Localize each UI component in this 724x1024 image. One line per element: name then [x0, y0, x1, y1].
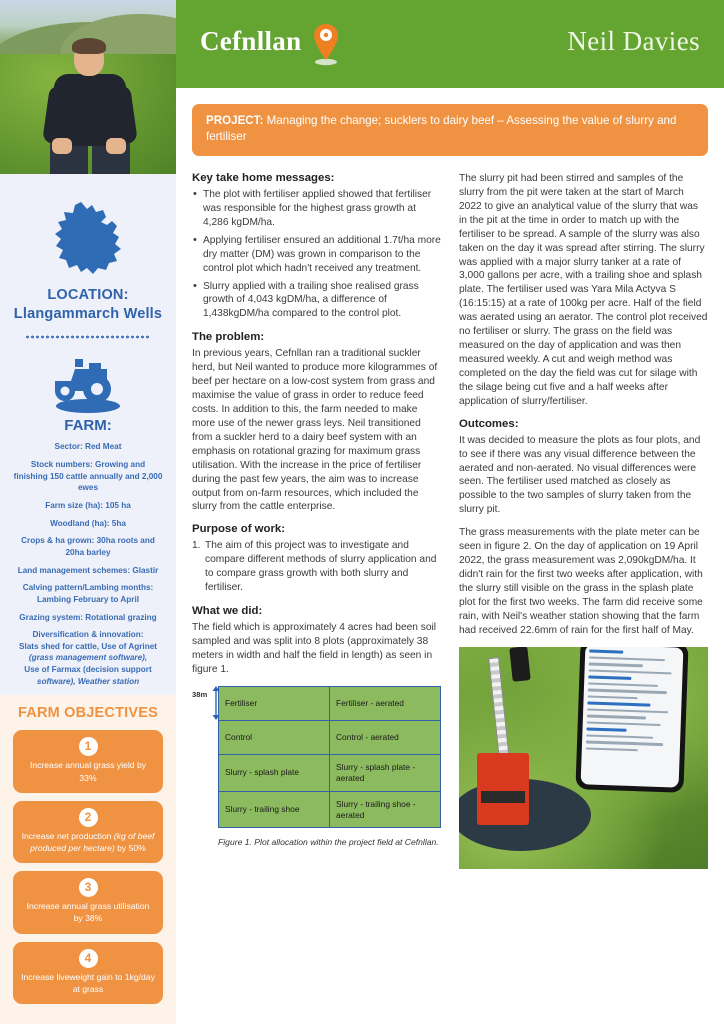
plot-cell: Control — [219, 720, 330, 754]
figure1-dimension-label: 38m — [192, 689, 208, 699]
purpose-text: The aim of this project was to investigate and compare different methods of slurry application and to compare grass growth with both slurry and fertiliser. — [205, 540, 437, 594]
objective-card — [13, 871, 163, 933]
farm-line: Grazing system: Rotational grazing — [19, 612, 157, 622]
purpose-item — [192, 539, 441, 595]
plot-cell: Slurry - splash plate — [219, 754, 330, 791]
objective-number: 4 — [79, 949, 98, 968]
sidebar — [0, 0, 176, 1024]
photo-meter-handle — [509, 647, 530, 682]
outcomes-paragraph-2: The grass measurements with the plate meter can be seen in figure 2. On the day of application on 19 April 2022, the grass measurement was 2,090kgDM/ha. It didn't rain for the first two weeks after application, with the slurry still visible on the grass in the splash plate plot for the first two weeks. The farm did receive some rain, with Neil's weather station showing that the farm had received 22.6mm of rain for the first half of May. — [459, 527, 703, 636]
diversification-line: Slats shed for cattle, Use of Agrinet — [18, 641, 157, 651]
objective-number: 2 — [79, 808, 98, 827]
farm-line: Calving pattern/Lambing months: Lambing February to April — [22, 583, 154, 604]
problem-heading: The problem: — [192, 331, 265, 344]
outcomes-heading: Outcomes: — [459, 417, 519, 430]
objective-number: 1 — [79, 737, 98, 756]
farm-line: Crops & ha grown: 30ha roots and 20ha barley — [21, 536, 155, 557]
plot-cell: Slurry - trailing shoe - aerated — [330, 791, 441, 828]
farm-heading: FARM: — [64, 417, 112, 435]
farmer-photo — [0, 0, 176, 174]
table-row — [219, 754, 441, 791]
wales-map-icon — [51, 200, 125, 278]
purpose-number: 1. — [192, 540, 201, 552]
figure1-caption: Figure 1. Plot allocation within the project field at Cefnllan. — [218, 837, 439, 848]
plate-meter-photo — [459, 647, 708, 869]
outcomes-paragraph-1: It was decided to measure the plots as four plots, and to see if there was any visual difference between the aerated and non-aerated. No visual differences were seen. The fertiliser used matched as closely as possible to the two samples of slurry taken from the slurry pit. — [459, 434, 701, 516]
what-we-did-text: The field which is approximately 4 acres had been soil sampled and was split into 8 plots (approximately 38 meters in width and half the field in length) as seen in figure 1. — [192, 622, 437, 675]
diversification-line: (grass management software), — [28, 653, 148, 663]
location-heading: LOCATION: — [47, 287, 129, 304]
plot-cell: Fertiliser - aerated — [330, 686, 441, 720]
main-content — [192, 172, 708, 869]
objective-text: Increase liveweight gain to 1kg/day at grass — [21, 971, 155, 994]
tractor-icon — [45, 353, 131, 413]
project-label: PROJECT: — [206, 114, 264, 127]
objective-card — [13, 730, 163, 792]
slurry-method-text: The slurry pit had been stirred and samples of the slurry from the pit were taken at the start of March 2022 to give an analytical value of the slurry that was in the pit at the time in order to match up with the fertiliser to be spread. A sample of the slurry was also taken on the day it was spread after stirring. The slurry was applied with a major slurry tanker at a rate of 3,000 gallons per acre, with a trailing shoe and splash plate. The fertiliser used was Yara Mila Actyva S (16:15:15) at a rate of 100kg per acre. Half of the field was aerated using an aerator. The control plot received no fertiliser or slurry. The grass on the field was measured on the day of application and was then measured weekly. A cut and weigh method was completed on the day the field was cut for silage with the silage being cut five and a half weeks after application of slurry/fertiliser. — [459, 173, 708, 407]
key-message-item: • Applying fertiliser ensured an additional 1.7t/ha more dry matter (DM) was grown in comparison to the control plot which hadn't received any treatment. — [192, 234, 441, 276]
objective-text: Increase annual grass utilisation by 38% — [26, 901, 150, 924]
farmer-figure — [44, 34, 136, 174]
farmer-name: Neil Davies — [567, 26, 700, 56]
plot-cell: Slurry - trailing shoe — [219, 791, 330, 828]
table-row — [219, 720, 441, 754]
table-row — [219, 686, 441, 720]
farm-block — [0, 349, 176, 687]
farm-objectives-panel — [0, 695, 176, 1024]
brand-title: Cefnllan — [200, 26, 302, 56]
key-message-item: • Slurry applied with a trailing shoe realised grass growth of 4,043 kgDM/ha, a difference of 1,438kgDM/ha compared to the control plot. — [192, 280, 441, 322]
content-column-left — [192, 172, 441, 869]
farm-line: Land management schemes: Glastir — [17, 565, 159, 575]
photo-meter-display — [481, 791, 525, 803]
farm-line: Sector: Red Meat — [54, 442, 122, 452]
figure1-wrapper — [192, 686, 441, 849]
purpose-list — [192, 539, 441, 595]
project-text: Managing the change; sucklers to dairy beef – Assessing the value of slurry and fertiliser — [206, 114, 677, 144]
objective-card — [13, 801, 163, 863]
diversification-line: software), Weather station — [36, 676, 140, 686]
location-block — [0, 174, 176, 349]
plot-cell: Slurry - splash plate - aerated — [330, 754, 441, 791]
farm-diversification — [10, 629, 166, 687]
key-messages-list — [192, 188, 441, 321]
key-messages-heading: Key take home messages: — [192, 172, 335, 184]
project-banner — [192, 104, 708, 156]
photo-meter-body — [477, 753, 529, 825]
farm-line: Farm size (ha): 105 ha — [45, 501, 131, 511]
plot-cell: Control - aerated — [330, 720, 441, 754]
divider-dots — [25, 335, 151, 339]
objective-number: 3 — [79, 878, 98, 897]
objective-text: Increase net production (kg of beef produced per hectare) by 50% — [21, 830, 155, 853]
photo-smartphone — [575, 647, 688, 793]
table-row — [219, 791, 441, 828]
farm-line: Woodland (ha): 5ha — [50, 518, 126, 528]
dimension-arrow-icon — [212, 686, 220, 720]
plot-cell: Fertiliser — [219, 686, 330, 720]
content-column-right — [459, 172, 708, 869]
objectives-title: FARM OBJECTIVES — [18, 705, 158, 722]
purpose-heading: Purpose of work: — [192, 523, 286, 536]
key-message-item: • The plot with fertiliser applied showed that fertiliser was responsible for the highest grass growth at 4,286 kgDM/ha. — [192, 188, 441, 230]
what-we-did-heading: What we did: — [192, 605, 263, 618]
objective-text: Increase annual grass yield by 33% — [29, 760, 147, 783]
location-value: Llangammarch Wells — [13, 305, 163, 322]
map-pin-icon — [312, 22, 340, 66]
page-header — [176, 0, 724, 88]
farm-line: Stock numbers: Growing and finishing 150 cattle annually and 2,000 ewes — [13, 460, 163, 493]
figure1-plot-table — [218, 686, 441, 829]
problem-text: In previous years, Cefnllan ran a traditional suckler herd, but Neil wanted to produce more kilogrammes of beef per hectare on a low-cost system from grass and maximise the value of grass in order to reduce feed costs. In addition to this, the farm needed to make more use of the newer grass leys. Neil transitioned from a suckler herd to a dairy beef system with an emphasis on rotational grazing for maximum grass utilisation. With the increase in the price of fertiliser during the past few years, the aim was to increase output from on-farm resources, which included the slurry from the cattle enterprise. — [192, 348, 438, 513]
objective-card — [13, 942, 163, 1004]
diversification-line: Use of Farmax (decision support — [24, 665, 152, 675]
diversification-label: Diversification & innovation: — [32, 630, 144, 640]
photo-phone-screen — [581, 647, 684, 788]
